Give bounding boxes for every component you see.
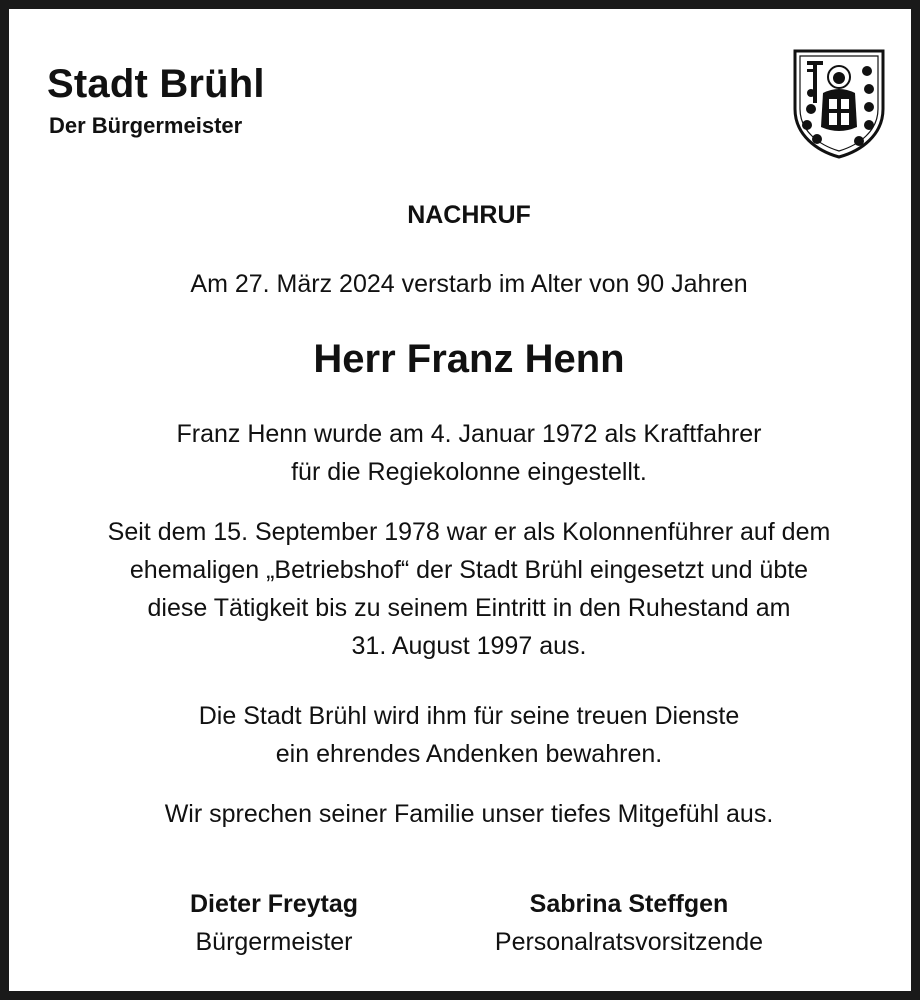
text-line: Wir sprechen seiner Familie unser tiefes Mitgefühl aus. <box>164 800 774 828</box>
text-line: für die Regiekolonne eingestellt. <box>291 458 647 486</box>
org-subtitle: Der Bürgermeister <box>49 113 243 138</box>
career-paragraph-1 <box>29 415 909 491</box>
signature-staff-council <box>449 885 809 961</box>
notice-title: NACHRUF <box>407 201 531 229</box>
org-name: Stadt Brühl <box>47 62 265 106</box>
text-line: ein ehrendes Andenken bewahren. <box>275 740 663 768</box>
text-line: Seit dem 15. September 1978 war er als Kolonnenführer auf dem <box>107 518 831 546</box>
signatory-name: Dieter Freytag <box>189 890 359 918</box>
text-line: Franz Henn wurde am 4. Januar 1972 als Kraftfahrer <box>176 420 762 448</box>
signature-mayor <box>119 885 429 961</box>
signatory-role: Bürgermeister <box>195 928 353 956</box>
remembrance-paragraph <box>29 697 909 773</box>
deceased-name: Herr Franz Henn <box>313 337 625 381</box>
condolence-paragraph <box>29 795 909 833</box>
death-announcement: Am 27. März 2024 verstarb im Alter von 90 Jahren <box>190 270 748 298</box>
signatory-role: Personalratsvorsitzende <box>494 928 764 956</box>
text-line: 31. August 1997 aus. <box>351 632 587 660</box>
text-line: Die Stadt Brühl wird ihm für seine treuen Dienste <box>198 702 740 730</box>
text-line: ehemaligen „Betriebshof“ der Stadt Brühl eingesetzt und übte <box>129 556 809 584</box>
career-paragraph-2 <box>29 513 909 665</box>
text-line: diese Tätigkeit bis zu seinem Eintritt in den Ruhestand am <box>147 594 791 622</box>
coat-of-arms-icon <box>789 47 889 159</box>
signatory-name: Sabrina Steffgen <box>529 890 729 918</box>
